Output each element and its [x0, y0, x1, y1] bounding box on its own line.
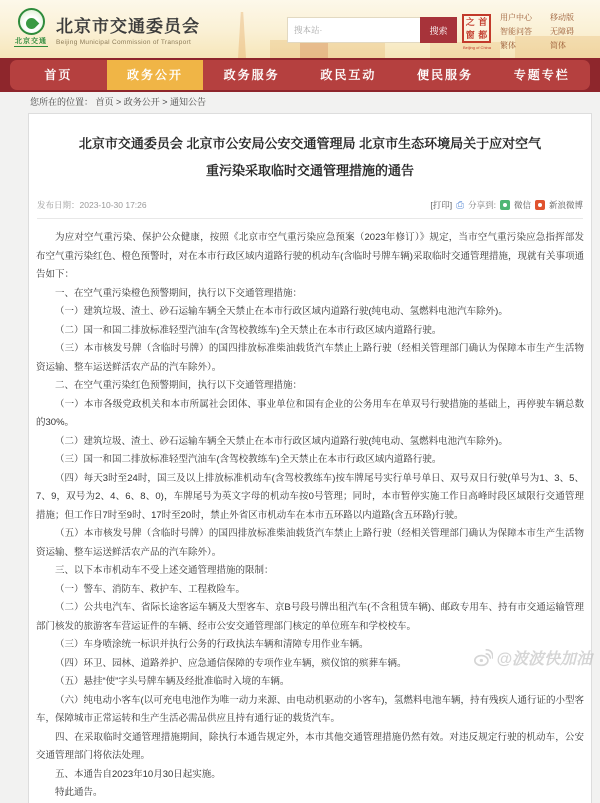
- quick-link-简体[interactable]: 简体: [550, 41, 566, 50]
- article-paragraph: （一）建筑垃圾、渣土、砂石运输车辆全天禁止在本市行政区域内道路行驶(纯电动、氢燃料电池汽车除外)。: [55, 306, 508, 317]
- weibo-icon[interactable]: [535, 200, 545, 210]
- article-paragraph: 特此通告。: [55, 787, 103, 798]
- share-weibo-link[interactable]: 新浪微博: [548, 200, 583, 210]
- article-paragraph: 五、本通告自2023年10月30日起实施。: [55, 768, 221, 780]
- stamp-char: 都: [478, 29, 488, 40]
- quick-link-繁体[interactable]: 繁体: [500, 41, 516, 50]
- site-header: [0, 0, 600, 58]
- search-input[interactable]: [287, 17, 420, 43]
- search-button[interactable]: 搜索: [420, 17, 457, 43]
- article-paragraph: 四、在采取临时交通管理措施期间，除执行本通告规定外，本市其他交通管理措施仍然有效。对违反规定行驶的机动车，公安交通管理部门将依法处理。: [36, 731, 584, 761]
- quick-link-移动版[interactable]: 移动版: [550, 13, 574, 22]
- nav-tab-政务公开[interactable]: 政务公开: [107, 60, 204, 90]
- wechat-icon[interactable]: [500, 200, 510, 210]
- article-paragraph: （二）国一和国二排放标准轻型汽油车(含驾校教练车)全天禁止在本市行政区域内道路行驶。: [55, 324, 442, 336]
- weibo-watermark: [473, 646, 592, 669]
- transport-logo-text: 北京交通: [15, 38, 47, 45]
- article-paragraph: 三、以下本市机动车不受上述交通管理措施的限制：: [55, 565, 274, 576]
- stamp-char: 窗: [465, 29, 475, 40]
- article-paragraph: （六）纯电动小客车(以可充电电池作为唯一动力来源、由电动机驱动的小客车)，氢燃料电池车辆，持有残疾人通行证的小型客车，保障城市正常运转和生产生活必需品供应且持有通行证的载货汽车。: [36, 694, 584, 724]
- share-label: 分享到:: [468, 200, 496, 210]
- publish-date: 发布日期：2023-10-30 17:26: [37, 200, 147, 210]
- share-wechat-link[interactable]: 微信: [513, 200, 531, 210]
- main-nav: [0, 58, 600, 92]
- article-paragraph: （二）公共电汽车、省际长途客运车辆及大型客车、京B号段号牌出租汽车(不含租赁车辆)、邮政专用车、持有市交通运输管理部门核发的旅游客车营运证件的车辆、经市公安交通管理部门核定的单位班车和学校校车。: [36, 602, 584, 632]
- article-paragraph: （五）本市核发号牌（含临时号牌）的国四排放标准柴油载货汽车禁止上路行驶（经相关管理部门确认为保障本市生产生活物资运输、整车运送鲜活农产品的汽车除外）。: [36, 528, 584, 558]
- quick-link-用户中心[interactable]: 用户中心: [500, 13, 532, 22]
- print-button[interactable]: [打印]: [430, 200, 453, 210]
- capital-window-stamp[interactable]: [462, 14, 491, 43]
- site-subtitle: Beijing Municipal Commission of Transport: [56, 39, 192, 46]
- stamp-char: 首: [478, 17, 488, 27]
- article-paragraph: （一）本市各级党政机关和本市所属社会团体、事业单位和国有企业的公务用车在单双号行驶措施的基础上，再停驶车辆总数的30%。: [36, 398, 584, 428]
- nav-tab-专题专栏[interactable]: 专题专栏: [513, 68, 570, 82]
- main-nav-bar: [10, 60, 590, 90]
- quick-link-智能问答[interactable]: 智能问答: [500, 27, 532, 36]
- article-meta: [29, 199, 591, 211]
- article: [28, 113, 592, 803]
- quick-links: [500, 12, 574, 51]
- site-title: 北京市交通委员会: [56, 17, 200, 36]
- article-paragraph: （四）每天3时至24时，国三及以上排放标准机动车(含驾校教练车)按车牌尾号实行单号单日、双号双日行驶(单号为1、3、5、7、9，双号为2、4、6、8、0)，车牌尾号为英文字母的机动车按0号管理；同时，本市暂停实施工作日高峰时段区域限行交通管理措施；但工作日7时至9时、17时至20时，禁止外省区市机动车在本市五环路以内道路(含五环路)行驶。: [36, 472, 584, 521]
- site-search: [287, 17, 457, 43]
- article-paragraph: 二、在空气重污染红色预警期间，执行以下交通管理措施：: [55, 380, 303, 391]
- weibo-watermark-icon: [473, 649, 493, 667]
- article-paragraph: （一）警车、消防车、救护车、工程救险车。: [55, 583, 246, 595]
- printer-icon[interactable]: ⎙: [456, 199, 465, 211]
- article-title: 北京市交通委员会 北京市公安局公安交通管理局 北京市生态环境局关于应对空气重污染采取临时交通管理措施的通告: [78, 136, 542, 178]
- breadcrumb-prefix: 您所在的位置：: [30, 97, 94, 107]
- quick-link-无障碍[interactable]: 无障碍: [550, 27, 574, 36]
- nav-tab-便民服务[interactable]: 便民服务: [417, 68, 474, 82]
- site-brand[interactable]: [14, 8, 200, 47]
- transport-logo-icon: [18, 8, 45, 35]
- breadcrumb-path[interactable]: 首页 > 政务公开 > 通知公告: [95, 97, 207, 107]
- article-paragraph: 为应对空气重污染、保护公众健康，按照《北京市空气重污染应急预案（2023年修订）》规定，当市空气重污染应急指挥部发布空气重污染红色、橙色预警时，对在本市行政区域内道路行驶的机动车(含临时号牌车辆)采取临时交通管理措施，现就有关事项通告如下：: [36, 232, 584, 280]
- nav-tab-政民互动[interactable]: 政民互动: [320, 68, 377, 82]
- stamp-char: 之: [465, 17, 475, 27]
- article-paragraph: （五）悬挂“使”字头号牌车辆及经批准临时入境的车辆。: [55, 676, 290, 687]
- article-paragraph: （三）国一和国二排放标准轻型汽油车(含驾校教练车)全天禁止在本市行政区域内道路行驶。: [55, 454, 442, 465]
- article-paragraph: （二）建筑垃圾、渣土、砂石运输车辆全天禁止在本市行政区域内道路行驶(纯电动、氢燃料电池汽车除外)。: [55, 435, 508, 447]
- article-paragraph: （三）车身喷涂统一标识并执行公务的行政执法车辆和清障专用作业车辆。: [55, 639, 369, 650]
- nav-tab-政务服务[interactable]: 政务服务: [223, 68, 280, 82]
- breadcrumb: [0, 92, 600, 113]
- transport-logo[interactable]: [14, 8, 48, 47]
- stamp-caption: Beijing of China: [462, 45, 492, 50]
- article-paragraph: 一、在空气重污染橙色预警期间，执行以下交通管理措施：: [55, 287, 303, 299]
- article-body: [29, 219, 591, 803]
- article-paragraph: （四）环卫、园林、道路养护、应急通信保障的专项作业车辆，殡仪馆的殡葬车辆。: [55, 657, 407, 669]
- nav-tab-首页[interactable]: 首页: [44, 68, 73, 82]
- weibo-watermark-text: @波波快加油: [496, 651, 592, 668]
- banner-tower-silhouette: [238, 12, 246, 58]
- article-paragraph: （三）本市核发号牌（含临时号牌）的国四排放标准柴油载货汽车禁止上路行驶（经相关管理部门确认为保障本市生产生活物资运输、整车运送鲜活农产品的汽车除外）。: [36, 343, 584, 373]
